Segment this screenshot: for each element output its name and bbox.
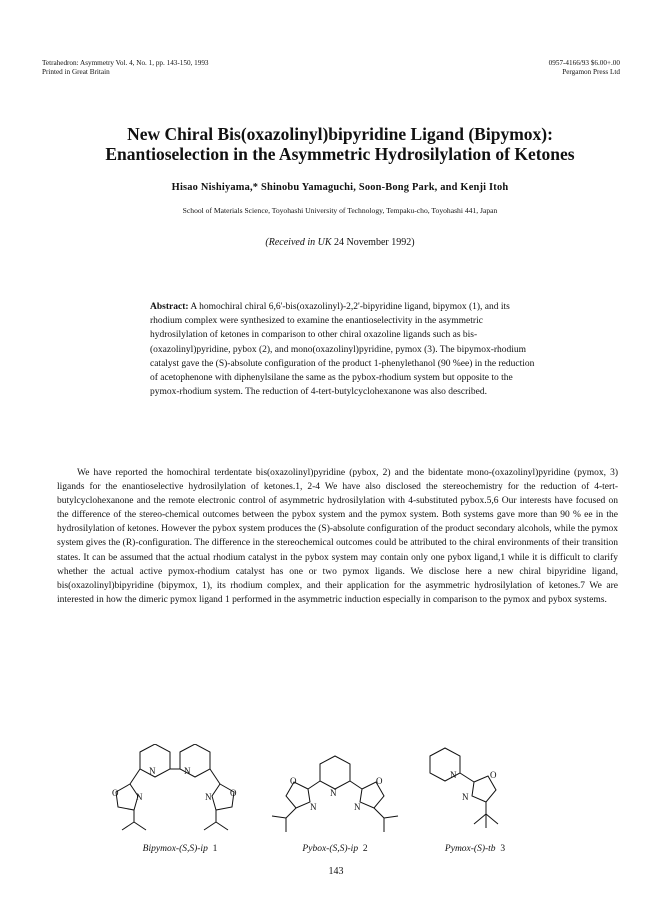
caption-number: 3 bbox=[500, 844, 506, 854]
ligand-structures-drawing bbox=[100, 744, 580, 844]
received-value: 24 November 1992) bbox=[334, 237, 415, 248]
issn-code: 0957-4166/93 $6.00+.00 bbox=[548, 59, 620, 67]
caption-number: 1 bbox=[212, 844, 218, 854]
running-header-right bbox=[549, 59, 620, 77]
body-paragraph: We have reported the homochiral terdentate bis(oxazolinyl)pyridine (pybox, 2) and the bidentate mono-(oxazolinyl)pyridine (pymox, 3) ligands for the enantioselective hydrosilylation of ketones.1, 2-4 We have also disclosed the stereochemistry for the reduction of 4-tert-butylcyclohexanone and the remote electronic control of asymmetric hydrosilylation with 4-substituted pybox.5,6 Our interests have focused on the difference of the stereo-chemical outcomes between the pybox system and the pymox system. Both systems gave more than 90 % ee in the hydrosilylation of ketones. However the pybox system produces the (S)-absolute configuration of the product secondary alcohols, while the pymox system gives the (R)-configuration. The difference in the stereochemical outcomes could be attributed to the chiral environments of their transition states. It can be assumed that the actual rhodium catalyst in the pybox system may contain only one pybox ligand,1 while it is difficult to clarify whether the actual active pymox-rhodium catalyst has one or two pymox ligands. We disclose here a new chiral bipyridine ligand, bis(oxazolinyl)bipyridine (bipymox, 1), its rhodium complex, and their application for the asymmetric hydrosilylation of ketones.7 We are interested in how the dimeric pymox ligand 1 performed in the asymmetric induction especially in comparison to the pymox and pybox systems. bbox=[57, 468, 618, 605]
atom-label: N bbox=[450, 770, 457, 780]
affiliation: School of Materials Science, Toyohashi University of Technology, Tempaku-cho, Toyohashi 441, Japan bbox=[182, 206, 498, 215]
caption-pymox bbox=[410, 844, 540, 854]
atom-label: N bbox=[462, 792, 469, 802]
abstract bbox=[150, 300, 542, 399]
running-header-left bbox=[42, 59, 209, 77]
atom-label: N bbox=[149, 766, 156, 776]
atom-label: O bbox=[490, 770, 497, 780]
caption-bipymox bbox=[110, 844, 250, 854]
caption-pybox bbox=[265, 844, 405, 854]
bipymox-structure bbox=[112, 744, 237, 830]
received-label: (Received in UK bbox=[265, 237, 332, 248]
atom-label: O bbox=[376, 776, 383, 786]
abstract-label: Abstract: bbox=[150, 302, 189, 312]
pybox-structure bbox=[272, 756, 398, 832]
bipymox-oxazoline-ring-1 bbox=[116, 784, 138, 810]
abstract-text: A homochiral chiral 6,6'-bis(oxazolinyl)-2,2'-bipyridine ligand, bipymox (1), and its rhodium complex were synthesized to examine the enantioselectivity in the asymmetric hydrosilylation of ketones in comparison to other chiral oxazoline ligands such as bis-(oxazolinyl)pyridine, pybox (2), and mono(oxazolinyl)pyridine, pymox (3). The bipymox-rhodium catalyst gave the (S)-absolute configuration of the product 1-phenylethanol (90 %ee) in the reduction of acetophenone with diphenylsilane the same as the pybox-rhodium system but opposite to the pymox-rhodium system. The reduction of 4-tert-butylcyclohexanone was also described. bbox=[150, 302, 535, 398]
pymox-structure bbox=[430, 748, 498, 828]
received-date bbox=[60, 237, 620, 248]
atom-label: N bbox=[310, 802, 317, 812]
authors: Hisao Nishiyama,* Shinobu Yamaguchi, Soon-Bong Park, and Kenji Itoh bbox=[171, 182, 509, 193]
ligand-structures-figure bbox=[100, 744, 580, 864]
atom-label: N bbox=[184, 766, 191, 776]
atom-label: N bbox=[354, 802, 361, 812]
atom-label: N bbox=[136, 792, 143, 802]
atom-label: N bbox=[205, 792, 212, 802]
caption-name: Bipymox-(S,S)-ip bbox=[142, 844, 208, 854]
atom-label: O bbox=[112, 788, 119, 798]
title-line-2: Enantioselection in the Asymmetric Hydrosilylation of Ketones bbox=[105, 144, 575, 164]
publisher: Pergamon Press Ltd bbox=[562, 68, 620, 76]
atom-label: N bbox=[330, 788, 337, 798]
printed-in: Printed in Great Britain bbox=[42, 68, 110, 76]
caption-number: 2 bbox=[362, 844, 368, 854]
page-number: 143 bbox=[328, 866, 344, 877]
atom-label: O bbox=[290, 776, 297, 786]
journal-citation: Tetrahedron: Asymmetry Vol. 4, No. 1, pp. 143-150, 1993 bbox=[42, 59, 209, 67]
paper-title bbox=[60, 124, 620, 164]
title-line-1: New Chiral Bis(oxazolinyl)bipyridine Ligand (Bipymox): bbox=[127, 124, 553, 144]
atom-label: O bbox=[230, 788, 237, 798]
caption-name: Pybox-(S,S)-ip bbox=[302, 844, 359, 854]
pybox-pyridine-ring bbox=[320, 756, 350, 789]
caption-name: Pymox-(S)-tb bbox=[444, 844, 496, 854]
